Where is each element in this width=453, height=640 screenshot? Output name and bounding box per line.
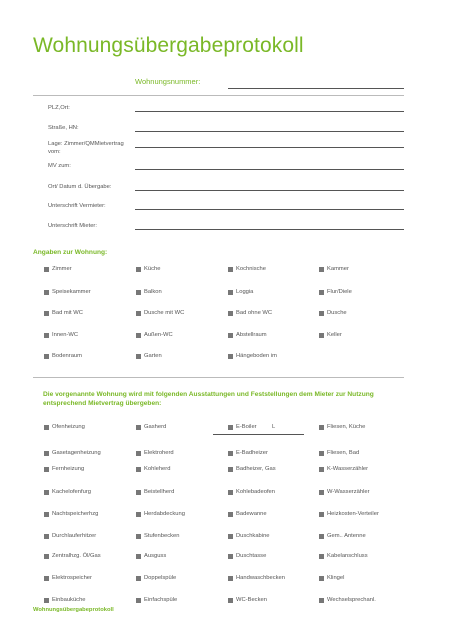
- checkbox[interactable]: [228, 354, 233, 359]
- checkbox-item[interactable]: [44, 466, 84, 472]
- checkbox-item[interactable]: [136, 597, 177, 603]
- checkbox-item[interactable]: [136, 450, 174, 456]
- checkbox-item[interactable]: [44, 553, 101, 559]
- checkbox[interactable]: [319, 290, 324, 295]
- boiler-unit-label: L: [272, 424, 276, 430]
- checkbox-item[interactable]: [319, 424, 365, 430]
- checkbox[interactable]: [44, 451, 49, 456]
- checkbox-label: Nachtspeicherhzg: [52, 511, 99, 517]
- field-label: Unterschrift Mieter:: [48, 223, 97, 229]
- checkbox[interactable]: [319, 425, 324, 430]
- checkbox[interactable]: [136, 554, 141, 559]
- field-label: Lage: Zimmer/QMMietvertrag vom:: [48, 141, 124, 155]
- checkbox[interactable]: [44, 267, 49, 272]
- checkbox-label: Kabelanschluss: [327, 553, 368, 559]
- wohnungsnummer-field[interactable]: [228, 88, 404, 89]
- checkbox-label: W-Wasserzähler: [327, 489, 370, 495]
- checkbox[interactable]: [319, 311, 324, 316]
- checkbox-label: Zimmer: [52, 266, 72, 272]
- checkbox[interactable]: [228, 333, 233, 338]
- checkbox[interactable]: [228, 554, 233, 559]
- checkbox[interactable]: [136, 425, 141, 430]
- checkbox-label: Doppelspüle: [144, 575, 177, 581]
- checkbox-item[interactable]: [319, 597, 376, 603]
- checkbox-label: Bodenraum: [52, 353, 82, 359]
- field-label: MV zum:: [48, 163, 71, 169]
- checkbox-item[interactable]: [319, 533, 366, 539]
- checkbox[interactable]: [228, 490, 233, 495]
- checkbox[interactable]: [136, 333, 141, 338]
- checkbox-item[interactable]: [228, 310, 272, 316]
- checkbox-item[interactable]: [319, 289, 352, 295]
- checkbox[interactable]: [44, 598, 49, 603]
- checkbox-label: Ausguss: [144, 553, 167, 559]
- checkbox[interactable]: [44, 311, 49, 316]
- checkbox-label: E-Badheizer: [236, 450, 268, 456]
- checkbox-item[interactable]: [44, 332, 78, 338]
- checkbox-item[interactable]: [319, 310, 347, 316]
- checkbox-item[interactable]: [44, 533, 96, 539]
- checkbox[interactable]: [319, 534, 324, 539]
- checkbox-label: Abstellraum: [236, 332, 267, 338]
- checkbox-label: Duschtasse: [236, 553, 267, 559]
- equipment-section-title: Die vorgenannte Wohnung wird mit folgenden Ausstattungen und Feststellungen dem Mieter zur Nutzung entsprechend Mietvertrag übergeben:: [43, 391, 374, 407]
- checkbox-item[interactable]: [44, 489, 91, 495]
- checkbox-item[interactable]: [136, 533, 179, 539]
- checkbox[interactable]: [228, 576, 233, 581]
- checkbox-label: Kohleherd: [144, 466, 171, 472]
- checkbox[interactable]: [136, 290, 141, 295]
- checkbox-label: Gasherd: [144, 424, 167, 430]
- checkbox[interactable]: [44, 290, 49, 295]
- checkbox-label: Beistellherd: [144, 489, 175, 495]
- checkbox[interactable]: [319, 467, 324, 472]
- boiler-capacity-field[interactable]: [213, 434, 304, 435]
- divider: [33, 377, 404, 378]
- checkbox-label: Wechselsprechanl.: [327, 597, 376, 603]
- field-input-line[interactable]: [135, 131, 404, 132]
- checkbox[interactable]: [136, 354, 141, 359]
- checkbox-label: Balkon: [144, 289, 162, 295]
- checkbox-item[interactable]: [228, 424, 257, 430]
- field-input-line[interactable]: [135, 190, 404, 191]
- checkbox-item[interactable]: [228, 489, 275, 495]
- checkbox-label: Durchlauferhitzer: [52, 533, 97, 539]
- checkbox-label: Fernheizung: [52, 466, 85, 472]
- checkbox-item[interactable]: [44, 511, 98, 517]
- checkbox[interactable]: [44, 425, 49, 430]
- checkbox[interactable]: [136, 451, 141, 456]
- checkbox-label: Heizkosten-Verteiler: [327, 511, 379, 517]
- checkbox-label: Badewanne: [236, 511, 267, 517]
- field-label: Straße, HN:: [48, 125, 79, 131]
- checkbox[interactable]: [136, 598, 141, 603]
- checkbox-item[interactable]: [136, 553, 166, 559]
- checkbox-item[interactable]: [44, 450, 101, 456]
- checkbox[interactable]: [319, 267, 324, 272]
- checkbox-label: Handwaschbecken: [236, 575, 285, 581]
- checkbox-item[interactable]: [319, 553, 368, 559]
- checkbox-item[interactable]: [319, 511, 379, 517]
- checkbox-item[interactable]: [319, 266, 349, 272]
- checkbox-label: Herdabdeckung: [144, 511, 185, 517]
- checkbox-label: Stufenbecken: [144, 533, 180, 539]
- checkbox-item[interactable]: [228, 353, 277, 359]
- checkbox-label: Dusche mit WC: [144, 310, 185, 316]
- checkbox-item[interactable]: [136, 332, 173, 338]
- checkbox[interactable]: [319, 512, 324, 517]
- checkbox-label: E-Boiler: [236, 424, 257, 430]
- checkbox-label: K-Wasserzähler: [327, 466, 369, 472]
- checkbox-item[interactable]: [136, 466, 170, 472]
- checkbox-item[interactable]: [319, 575, 344, 581]
- checkbox-label: Dusche: [327, 310, 347, 316]
- checkbox-item[interactable]: [44, 597, 86, 603]
- checkbox-label: Zentralhzg. Öl/Gas: [52, 553, 101, 559]
- checkbox[interactable]: [228, 451, 233, 456]
- checkbox[interactable]: [136, 512, 141, 517]
- checkbox-item[interactable]: [44, 266, 72, 272]
- rooms-section-title: Angaben zur Wohnung:: [33, 249, 108, 256]
- checkbox-label: Einbauküche: [52, 597, 86, 603]
- checkbox-item[interactable]: [228, 511, 267, 517]
- checkbox[interactable]: [44, 576, 49, 581]
- checkbox-label: Gasetagenheizung: [52, 450, 101, 456]
- checkbox-item[interactable]: [44, 424, 85, 430]
- checkbox-label: Kachelofenfurg: [52, 489, 91, 495]
- checkbox-item[interactable]: [136, 424, 166, 430]
- checkbox-label: Speisekammer: [52, 289, 91, 295]
- checkbox[interactable]: [136, 576, 141, 581]
- checkbox-label: Kohlebadeofen: [236, 489, 276, 495]
- checkbox-label: Elektrospeicher: [52, 575, 92, 581]
- checkbox-label: Bad mit WC: [52, 310, 83, 316]
- checkbox-item[interactable]: [44, 353, 82, 359]
- checkbox[interactable]: [44, 512, 49, 517]
- checkbox-item[interactable]: [228, 466, 276, 472]
- checkbox-label: Elektroherd: [144, 450, 174, 456]
- field-input-line[interactable]: [135, 209, 404, 210]
- checkbox-item[interactable]: [44, 310, 83, 316]
- checkbox[interactable]: [319, 490, 324, 495]
- checkbox-item[interactable]: [44, 575, 92, 581]
- checkbox[interactable]: [44, 354, 49, 359]
- checkbox-label: Einfachspüle: [144, 597, 178, 603]
- checkbox-label: Innen-WC: [52, 332, 79, 338]
- checkbox-item[interactable]: [228, 553, 266, 559]
- field-label: PLZ,Ort:: [48, 105, 70, 111]
- checkbox[interactable]: [228, 311, 233, 316]
- checkbox-label: Kammer: [327, 266, 349, 272]
- checkbox-item[interactable]: [136, 489, 174, 495]
- checkbox[interactable]: [228, 425, 233, 430]
- checkbox[interactable]: [136, 490, 141, 495]
- field-label: Ort/ Datum d. Übergabe:: [48, 184, 112, 190]
- checkbox-label: Außen-WC: [144, 332, 173, 338]
- checkbox-label: Küche: [144, 266, 161, 272]
- checkbox-item[interactable]: [228, 450, 268, 456]
- checkbox[interactable]: [136, 311, 141, 316]
- checkbox[interactable]: [319, 554, 324, 559]
- checkbox-item[interactable]: [136, 511, 185, 517]
- checkbox-item[interactable]: [319, 332, 342, 338]
- checkbox[interactable]: [319, 598, 324, 603]
- checkbox-item[interactable]: [319, 450, 359, 456]
- checkbox-label: Keller: [327, 332, 342, 338]
- checkbox-item[interactable]: [228, 597, 267, 603]
- checkbox[interactable]: [319, 576, 324, 581]
- checkbox-item[interactable]: [228, 533, 270, 539]
- checkbox[interactable]: [228, 267, 233, 272]
- wohnungsnummer-label: Wohnungsnummer:: [135, 77, 201, 86]
- checkbox[interactable]: [44, 490, 49, 495]
- field-input-line[interactable]: [135, 169, 404, 170]
- checkbox-label: Gem.. Antenne: [327, 533, 366, 539]
- checkbox-item[interactable]: [228, 266, 266, 272]
- checkbox-item[interactable]: [319, 489, 370, 495]
- checkbox-item[interactable]: [228, 575, 285, 581]
- checkbox-item[interactable]: [136, 289, 162, 295]
- page-title: Wohnungsübergabeprotokoll: [33, 34, 304, 57]
- checkbox-item[interactable]: [44, 289, 91, 295]
- checkbox-label: Loggia: [236, 289, 254, 295]
- divider: [33, 95, 404, 96]
- checkbox-label: Flur/Diele: [327, 289, 352, 295]
- checkbox-item[interactable]: [319, 466, 368, 472]
- checkbox-label: Klingel: [327, 575, 345, 581]
- checkbox-item[interactable]: [136, 266, 160, 272]
- checkbox-label: Bad ohne WC: [236, 310, 273, 316]
- checkbox[interactable]: [44, 333, 49, 338]
- checkbox[interactable]: [136, 467, 141, 472]
- field-input-line[interactable]: [135, 147, 404, 148]
- footer-label: Wohnungsübergabeprotokoll: [33, 607, 114, 613]
- checkbox-label: Hängeboden im: [236, 353, 277, 359]
- checkbox-item[interactable]: [228, 289, 253, 295]
- checkbox-item[interactable]: [136, 310, 184, 316]
- checkbox-label: Garten: [144, 353, 162, 359]
- checkbox[interactable]: [228, 467, 233, 472]
- checkbox-item[interactable]: [228, 332, 267, 338]
- checkbox-label: WC-Becken: [236, 597, 267, 603]
- checkbox[interactable]: [228, 534, 233, 539]
- checkbox[interactable]: [228, 290, 233, 295]
- field-input-line[interactable]: [135, 229, 404, 230]
- checkbox-label: Badheizer, Gas: [236, 466, 276, 472]
- checkbox[interactable]: [44, 534, 49, 539]
- checkbox[interactable]: [228, 512, 233, 517]
- checkbox[interactable]: [44, 467, 49, 472]
- checkbox[interactable]: [136, 534, 141, 539]
- checkbox-label: Fliesen, Bad: [327, 450, 360, 456]
- checkbox-item[interactable]: [136, 353, 162, 359]
- checkbox[interactable]: [319, 333, 324, 338]
- checkbox-label: Kochnische: [236, 266, 266, 272]
- checkbox-item[interactable]: [136, 575, 176, 581]
- checkbox[interactable]: [136, 267, 141, 272]
- checkbox[interactable]: [228, 598, 233, 603]
- field-input-line[interactable]: [135, 111, 404, 112]
- checkbox-label: Fliesen, Küche: [327, 424, 366, 430]
- checkbox[interactable]: [319, 451, 324, 456]
- checkbox-label: Duschkabine: [236, 533, 270, 539]
- checkbox-label: Ofenheizung: [52, 424, 85, 430]
- field-label: Unterschrift Vermieter:: [48, 203, 106, 209]
- checkbox[interactable]: [44, 554, 49, 559]
